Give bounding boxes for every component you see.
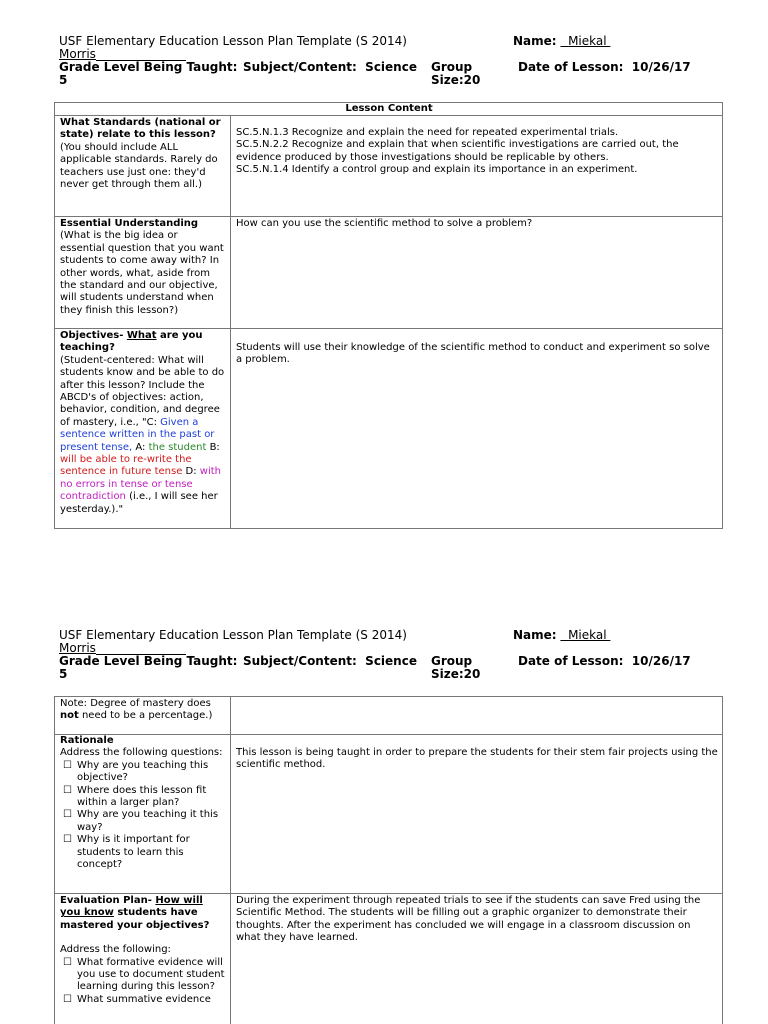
standard-3: SC.5.N.1.4 Identify a control group and explain its importance in an experiment. [236,164,638,176]
group-size: Group Size:20 [431,60,481,87]
essential-label: Essential Understanding [60,218,199,229]
name-field [513,35,610,48]
checkbox-icon: ☐ [63,784,72,796]
grade-value: 5 [59,73,68,87]
rationale-answer: This lesson is being taught in order to prepare the students for their stem fair projects using the scientific method. [236,747,718,771]
grade-level: Grade Level Being Taught: 5 [59,60,238,87]
objectives-label: Objectives- What are you teaching? [60,330,203,354]
rationale-item: ☐ Why are you teaching it this way? [63,809,219,833]
table-caption: Lesson Content [55,103,723,116]
checkbox-icon: ☐ [63,956,72,968]
standards-label: What Standards (national or state) relate to this lesson? [60,117,221,141]
essential-answer: How can you use the scientific method to solve a problem? [236,218,533,229]
date-value: 10/26/17 [631,60,691,74]
checkbox-icon: ☐ [63,759,72,771]
grade-value: 5 [59,667,68,681]
standard-1: SC.5.N.1.3 Recognize and explain the need for repeated experimental trials. [236,127,619,138]
lesson-plan-table-continued [54,696,723,1024]
rationale-item: ☐ Where does this lesson fit within a larger plan? [63,784,207,809]
page-header [0,627,768,687]
name-label: Name: [513,628,557,642]
essential-answer-cell [231,217,723,328]
name-last: Morris [59,47,96,61]
rationale-intro: Address the following questions: [60,747,223,759]
subject-value: Science [365,60,417,74]
checkbox-icon: ☐ [63,834,72,846]
mastery-note-cell: Note: Degree of mastery does not need to be a percentage.) [55,697,231,734]
page-header [0,33,768,93]
objectives-note: (Student-centered: What will students know and be able to do after this lesson? Include the ABCD's of objectives: action, behavior, condition, and degree of mastery, i.e., "C: Given a sentence written in the past or present tense, A: the student B: will be able to re-write the sentence in future tense D: with no errors in tense or tense contradiction (i.e., I will see her yesterday.)." [60,354,225,515]
objectives-row [55,329,723,529]
name-label: Name: [513,34,557,48]
standard-2: SC.5.N.2.2 Recognize and explain that when scientific investigations are carried out, the evidence produced by those investigations should be replicable by others. [236,139,679,163]
checkbox-icon: ☐ [63,993,72,1005]
mastery-note-empty-cell [231,697,723,734]
rationale-label: Rationale [60,735,114,746]
behavior-text: will be able to re-write the sentence in future tense [60,454,192,478]
subject-value: Science [365,654,417,668]
template-title: USF Elementary Education Lesson Plan Template (S 2014) [59,628,407,642]
degree-text: with no errors in tense or tense contradiction [60,466,222,503]
standards-row [55,116,723,217]
condition-text: Given a sentence written in the past or present tense, [60,416,215,453]
page-2 [0,627,768,1024]
essential-label-cell [55,217,231,328]
evaluation-item: ☐ What formative evidence will you use to document student learning during this lesson? [63,956,225,993]
rationale-label-cell [55,735,231,893]
checkbox-icon: ☐ [63,809,72,821]
evaluation-answer: During the experiment through repeated trials to see if the students can save Fred using the Scientific Method. The students will be filling out a graphic organizer to demonstrate their thoughts. After the experiment has concluded we will engage in a classroom discussion on what they have learned. [236,895,701,944]
rationale-row [55,735,723,894]
standards-label-cell [55,116,231,216]
subject-content: Subject/Content: Science [243,654,417,668]
name-first: Miekal [568,628,607,642]
date-value: 10/26/17 [631,654,691,668]
subject-content: Subject/Content: Science [243,60,417,74]
group-size: Group Size:20 [431,654,481,681]
name-field [513,629,610,642]
name-last: Morris [59,641,96,655]
template-title: USF Elementary Education Lesson Plan Template (S 2014) [59,34,407,48]
page-1 [0,33,768,533]
rationale-item: ☐ Why is it important for students to learn this concept? [63,834,190,871]
lesson-content-table [54,102,723,529]
lesson-date: Date of Lesson: 10/26/17 [518,60,691,74]
rationale-item: ☐ Why are you teaching this objective? [63,759,209,784]
objectives-label-cell [55,329,231,529]
evaluation-item: ☐ What summative evidence [63,993,211,1005]
name-first: Miekal [568,34,607,48]
standards-answer-cell [231,116,723,216]
essential-understanding-row [55,217,723,329]
evaluation-answer-cell [231,894,723,1024]
evaluation-label: Evaluation Plan- How will you know students have mastered your objectives? [60,895,210,931]
objectives-answer: Students will use their knowledge of the scientific method to conduct and experiment so solve a problem. [236,342,710,366]
objectives-answer-cell [231,329,723,529]
essential-note: (What is the big idea or essential question that you want students to come away with? In other words, what, aside from the standard and our objective, will students understand when they finish this lesson?) [60,230,224,316]
evaluation-label-cell [55,894,231,1024]
standards-note: (You should include ALL applicable standards. Rarely do teachers use just one: they'd never get through them all.) [60,141,218,191]
evaluation-intro: Address the following: [60,944,171,956]
rationale-answer-cell [231,735,723,893]
lesson-date: Date of Lesson: 10/26/17 [518,654,691,668]
evaluation-row [55,894,723,1024]
mastery-note-row [55,697,723,735]
grade-level: Grade Level Being Taught: 5 [59,654,238,681]
audience-text: the student [148,441,207,453]
